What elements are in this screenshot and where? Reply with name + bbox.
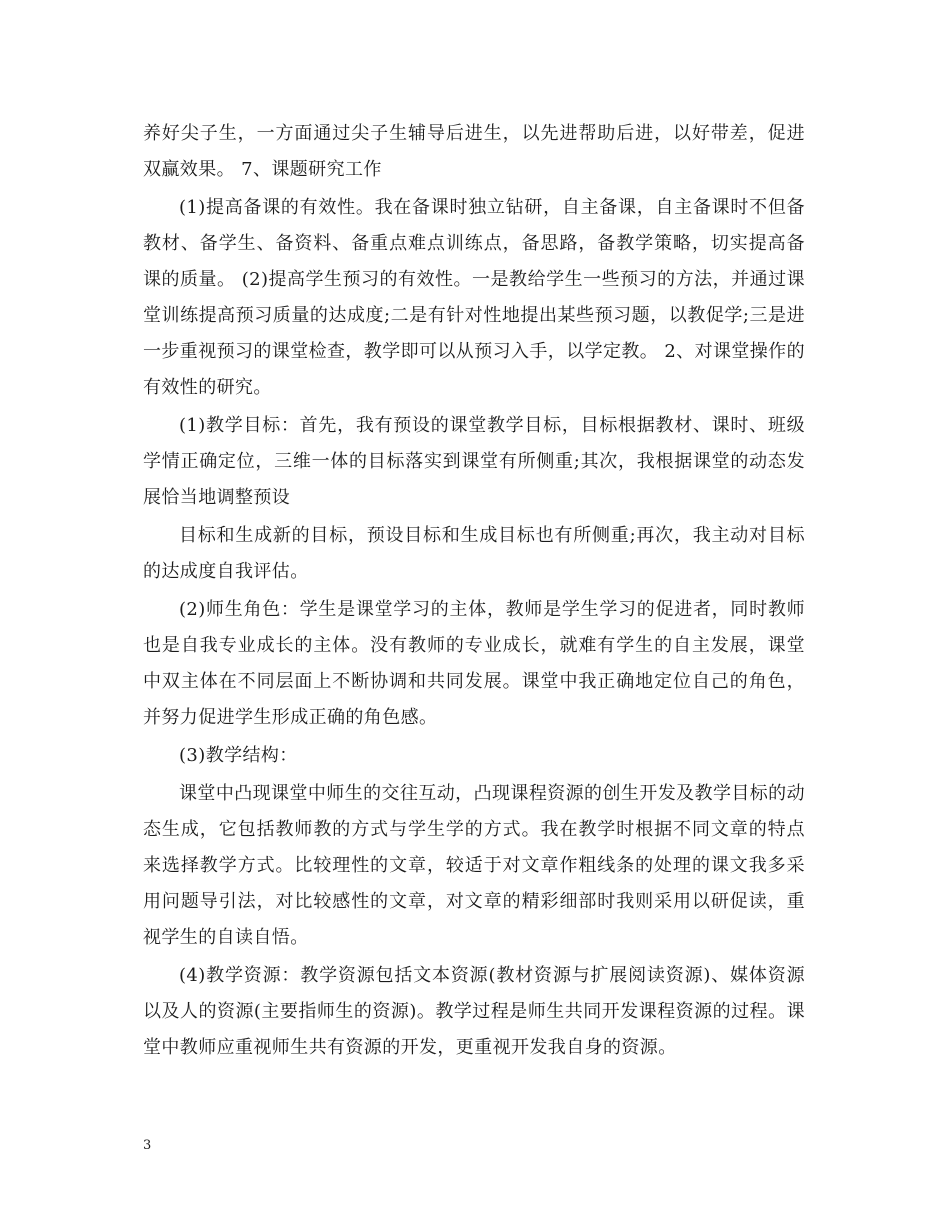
paragraph: (2)师生角色：学生是课堂学习的主体，教师是学生学习的促进者，同时教师也是自我专业成长的主体。没有教师的专业成长，就难有学生的自主发展，课堂中双主体在不同层面上不断协调和共同发展。课堂中我正确地定位自己的角色，并努力促进学生形成正确的角色感。 [143,599,805,728]
paragraph: (1)教学目标：首先，我有预设的课堂教学目标，目标根据教材、课时、班级学情正确定位，三维一体的目标落实到课堂有所侧重;其次，我根据课堂的动态发展恰当地调整预设 [143,415,805,508]
paragraph: (1)提高备课的有效性。我在备课时独立钻研，自主备课，自主备课时不但备教材、备学生、备资料、备重点难点训练点，备思路，备教学策略，切实提高备课的质量。 (2)提高学生预习的有效性。一是教给学生一些预习的方法，并通过课堂训练提高预习质量的达成度;二是有针对性地提出某些预习题，以教促学;三是进一步重视预习的课堂检查，教学即可以从预习入手，以学定教。 2、对课堂操作的有效性的研究。 [143,197,805,398]
paragraph: 目标和生成新的目标，预设目标和生成目标也有所侧重;再次，我主动对目标的达成度自我评估。 [143,525,805,582]
page-number: 3 [143,1138,152,1153]
paragraph: (3)教学结构： [179,745,298,766]
paragraph: (4)教学资源：教学资源包括文本资源(教材资源与扩展阅读资源)、媒体资源以及人的资源(主要指师生的资源)。教学过程是师生共同开发课程资源的过程。课堂中教师应重视师生共有资源的开发，更重视开发我自身的资源。 [143,965,805,1058]
paragraph: 课堂中凸现课堂中师生的交往互动，凸现课程资源的创生开发及教学目标的动态生成，它包括教师教的方式与学生学的方式。我在教学时根据不同文章的特点来选择教学方式。比较理性的文章，较适于对文章作粗线条的处理的课文我多采用问题导引法，对比较感性的文章，对文章的精彩细部时我则采用以研促读，重视学生的自读自悟。 [143,783,805,948]
paragraph: 养好尖子生，一方面通过尖子生辅导后进生，以先进帮助后进，以好带差，促进双赢效果。 7、课题研究工作 [143,123,805,180]
document-body [143,116,805,1068]
